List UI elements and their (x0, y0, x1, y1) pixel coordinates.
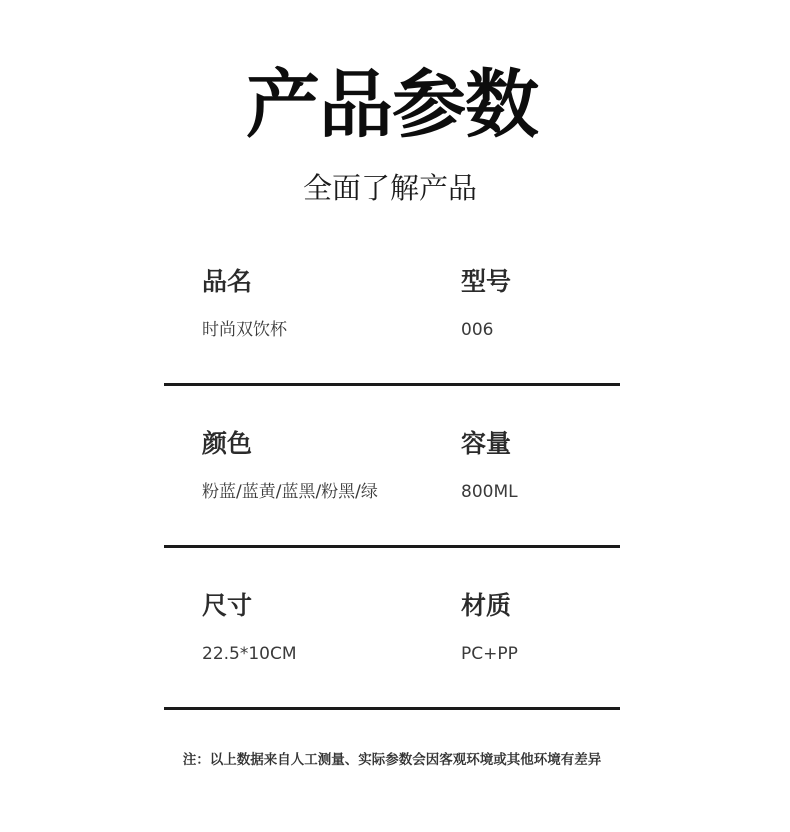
spec-label: 型号 (461, 267, 512, 296)
spec-value: 时尚双饮杯 (202, 320, 287, 340)
row-divider (164, 383, 620, 386)
page-title: 产品参数 (246, 62, 538, 148)
row-divider (164, 545, 620, 548)
spec-row-2 (164, 430, 620, 548)
page-subtitle: 全面了解产品 (302, 171, 477, 205)
spec-row-3 (164, 592, 620, 710)
spec-label: 材质 (461, 591, 512, 620)
footer-note: 注：以上数据来自人工测量、实际参数会因客观环境或其他环境有差异 (182, 752, 602, 768)
spec-row-1 (164, 268, 620, 386)
spec-value: PC+PP (461, 644, 518, 664)
spec-value: 22.5*10CM (202, 644, 297, 664)
spec-label: 品名 (202, 267, 253, 296)
spec-value: 006 (461, 320, 494, 340)
spec-label: 尺寸 (202, 591, 253, 620)
row-divider (164, 707, 620, 710)
spec-label: 容量 (461, 429, 512, 458)
spec-value: 800ML (461, 482, 518, 502)
spec-value: 粉蓝/蓝黄/蓝黑/粉黑/绿 (202, 482, 378, 502)
spec-label: 颜色 (202, 429, 253, 458)
